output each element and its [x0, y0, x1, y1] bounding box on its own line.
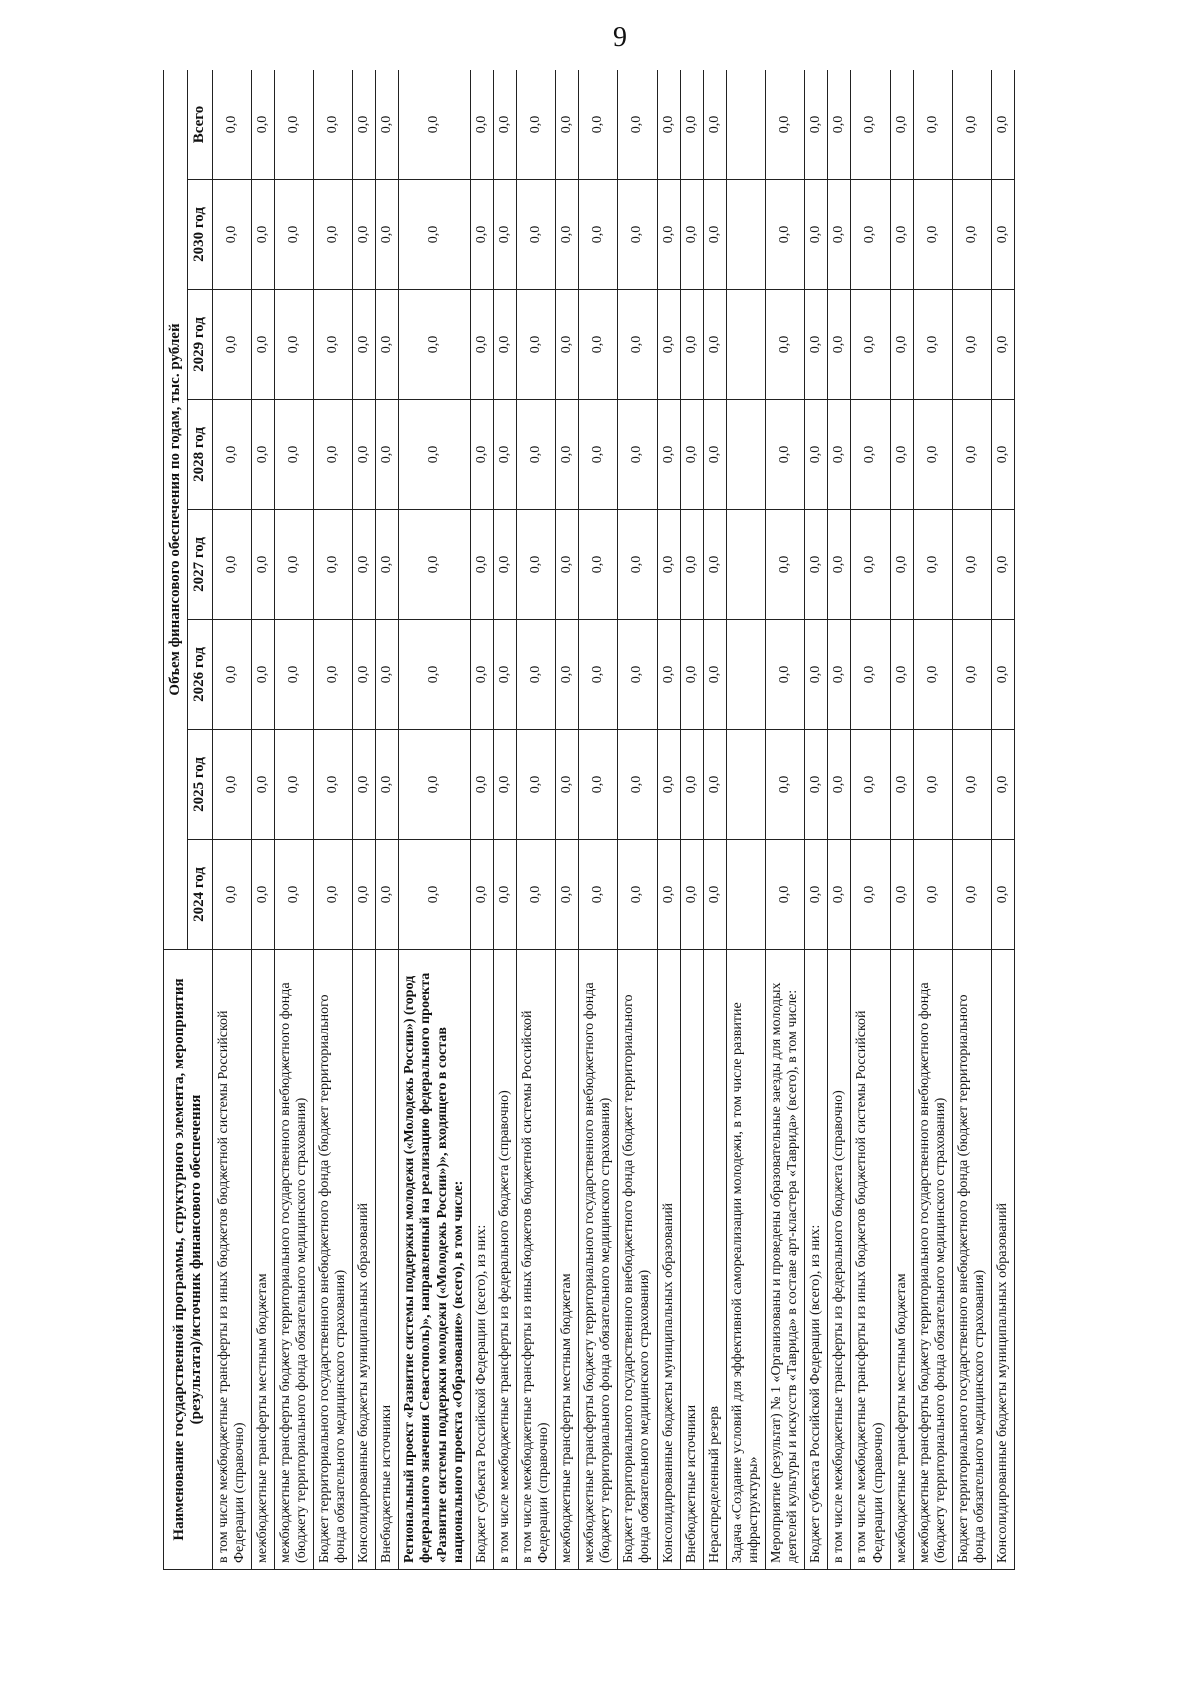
table-row	[703, 70, 726, 1570]
table-row	[556, 70, 579, 1570]
row-value: 0,0	[766, 400, 805, 510]
row-label: Консолидированные бюджеты муниципальных образований	[992, 950, 1015, 1570]
row-value: 0,0	[313, 180, 352, 290]
row-value: 0,0	[828, 400, 851, 510]
row-value: 0,0	[680, 730, 703, 840]
row-value: 0,0	[680, 180, 703, 290]
row-value: 0,0	[992, 620, 1015, 730]
row-value: 0,0	[212, 180, 251, 290]
row-value: 0,0	[313, 620, 352, 730]
row-label: Бюджет территориального государственного внебюджетного фонда (бюджет территориального фонда обязательного медицинского страхования)	[618, 950, 657, 1570]
row-value: 0,0	[376, 180, 399, 290]
row-value: 0,0	[516, 180, 555, 290]
table-row	[766, 70, 805, 1570]
row-value: 0,0	[353, 70, 376, 180]
row-value: 0,0	[913, 510, 952, 620]
row-value: 0,0	[828, 840, 851, 950]
row-value: 0,0	[890, 510, 913, 620]
row-label: в том числе межбюджетные трансферты из иных бюджетов бюджетной системы Российской Федерации (справочно)	[516, 950, 555, 1570]
row-value: 0,0	[212, 290, 251, 400]
row-value: 0,0	[579, 290, 618, 400]
row-value: 0,0	[493, 290, 516, 400]
row-value: 0,0	[680, 620, 703, 730]
row-value: 0,0	[657, 70, 680, 180]
rotated-table-container	[163, 70, 1113, 1570]
row-value: 0,0	[766, 730, 805, 840]
row-value: 0,0	[399, 840, 470, 950]
row-value: 0,0	[680, 400, 703, 510]
row-value: 0,0	[657, 400, 680, 510]
row-value: 0,0	[251, 180, 274, 290]
row-value: 0,0	[579, 730, 618, 840]
table-row	[376, 70, 399, 1570]
row-label: Внебюджетные источники	[376, 950, 399, 1570]
row-label: Бюджет субъекта Российской Федерации (всего), из них:	[805, 950, 828, 1570]
row-value: 0,0	[556, 730, 579, 840]
row-value: 0,0	[376, 510, 399, 620]
row-value: 0,0	[851, 400, 890, 510]
row-value: 0,0	[353, 510, 376, 620]
table-row	[579, 70, 618, 1570]
row-value: 0,0	[353, 400, 376, 510]
row-value: 0,0	[212, 510, 251, 620]
row-value: 0,0	[952, 730, 991, 840]
table-row	[399, 70, 470, 1570]
row-value: 0,0	[251, 840, 274, 950]
row-value: 0,0	[766, 510, 805, 620]
row-value: 0,0	[680, 290, 703, 400]
table-row	[251, 70, 274, 1570]
row-value: 0,0	[399, 510, 470, 620]
row-value: 0,0	[353, 180, 376, 290]
row-value: 0,0	[805, 840, 828, 950]
row-value: 0,0	[353, 290, 376, 400]
row-label: Мероприятие (результат) № 1 «Организованы и проведены образовательные заезды для молодых деятелей культуры и искусств «Таврида» в составе арт-кластера «Таврида» (всего), в том числе:	[766, 950, 805, 1570]
row-value: 0,0	[579, 180, 618, 290]
header-year: 2027 год	[188, 510, 212, 620]
row-value: 0,0	[251, 400, 274, 510]
row-value: 0,0	[766, 180, 805, 290]
row-value: 0,0	[657, 840, 680, 950]
row-value: 0,0	[399, 620, 470, 730]
header-year: 2029 год	[188, 290, 212, 400]
row-value: 0,0	[212, 730, 251, 840]
row-value: 0,0	[913, 620, 952, 730]
row-value: 0,0	[913, 840, 952, 950]
row-value: 0,0	[376, 290, 399, 400]
row-value: 0,0	[657, 180, 680, 290]
row-value: 0,0	[851, 290, 890, 400]
row-value: 0,0	[556, 290, 579, 400]
header-year: 2026 год	[188, 620, 212, 730]
table-row	[851, 70, 890, 1570]
row-value: 0,0	[274, 400, 313, 510]
row-value: 0,0	[992, 510, 1015, 620]
table-row	[952, 70, 991, 1570]
row-value: 0,0	[556, 620, 579, 730]
row-value: 0,0	[851, 510, 890, 620]
row-label: Бюджет субъекта Российской Федерации (всего), из них:	[470, 950, 493, 1570]
row-value	[726, 290, 765, 400]
row-value: 0,0	[657, 290, 680, 400]
row-label: межбюджетные трансферты бюджету территориального государственного внебюджетного фонда (бюджету территориального фонда обязательного медицинского страхования)	[913, 950, 952, 1570]
row-value: 0,0	[618, 730, 657, 840]
row-value: 0,0	[470, 290, 493, 400]
row-value: 0,0	[470, 70, 493, 180]
row-label: Региональный проект «Развитие системы поддержки молодежи («Молодежь России») (город федерального значения Севастополь)», направленный на реализацию федерального проекта «Развитие системы поддержки молодежи («Молодежь России»)», входящего в состав национального проекта «Образование» (всего), в том числе:	[399, 950, 470, 1570]
row-value: 0,0	[274, 730, 313, 840]
row-label: межбюджетные трансферты бюджету территориального государственного внебюджетного фонда (бюджету территориального фонда обязательного медицинского страхования)	[274, 950, 313, 1570]
row-value: 0,0	[703, 840, 726, 950]
row-value: 0,0	[313, 730, 352, 840]
table-row	[353, 70, 376, 1570]
row-label: в том числе межбюджетные трансферты из иных бюджетов бюджетной системы Российской Федерации (справочно)	[212, 950, 251, 1570]
row-value: 0,0	[212, 620, 251, 730]
row-value: 0,0	[703, 730, 726, 840]
row-value: 0,0	[251, 510, 274, 620]
header-group: Объем финансового обеспечения по годам, тыс. рублей	[164, 70, 188, 950]
row-value: 0,0	[556, 840, 579, 950]
row-value: 0,0	[890, 730, 913, 840]
row-value: 0,0	[952, 510, 991, 620]
table-row	[805, 70, 828, 1570]
row-value: 0,0	[618, 70, 657, 180]
header-year: 2028 год	[188, 400, 212, 510]
row-value: 0,0	[703, 400, 726, 510]
row-value: 0,0	[992, 290, 1015, 400]
row-value: 0,0	[274, 290, 313, 400]
table-header	[164, 70, 213, 1570]
row-value: 0,0	[251, 70, 274, 180]
row-value: 0,0	[251, 730, 274, 840]
row-label: в том числе межбюджетные трансферты из иных бюджетов бюджетной системы Российской Федерации (справочно)	[851, 950, 890, 1570]
row-value: 0,0	[516, 70, 555, 180]
row-value: 0,0	[890, 180, 913, 290]
row-value: 0,0	[952, 840, 991, 950]
row-value: 0,0	[828, 70, 851, 180]
row-value: 0,0	[703, 70, 726, 180]
row-value: 0,0	[890, 620, 913, 730]
row-value: 0,0	[680, 510, 703, 620]
row-value: 0,0	[313, 400, 352, 510]
row-label: межбюджетные трансферты бюджету территориального государственного внебюджетного фонда (бюджету территориального фонда обязательного медицинского страхования)	[579, 950, 618, 1570]
row-value: 0,0	[516, 290, 555, 400]
row-value: 0,0	[890, 290, 913, 400]
row-value: 0,0	[579, 400, 618, 510]
row-value: 0,0	[274, 510, 313, 620]
row-value	[726, 840, 765, 950]
header-year: 2030 год	[188, 180, 212, 290]
row-label: в том числе межбюджетные трансферты из федерального бюджета (справочно)	[493, 950, 516, 1570]
page-number: 9	[613, 22, 627, 53]
row-value: 0,0	[851, 730, 890, 840]
row-value: 0,0	[618, 620, 657, 730]
row-value: 0,0	[913, 400, 952, 510]
row-value: 0,0	[805, 400, 828, 510]
row-value: 0,0	[766, 620, 805, 730]
row-value: 0,0	[313, 840, 352, 950]
row-value: 0,0	[212, 70, 251, 180]
row-value: 0,0	[766, 840, 805, 950]
row-value: 0,0	[618, 180, 657, 290]
table-row	[992, 70, 1015, 1570]
row-value: 0,0	[805, 730, 828, 840]
row-value: 0,0	[618, 840, 657, 950]
row-value: 0,0	[618, 510, 657, 620]
row-value: 0,0	[657, 730, 680, 840]
row-value: 0,0	[890, 840, 913, 950]
row-value: 0,0	[657, 510, 680, 620]
row-value: 0,0	[399, 400, 470, 510]
row-value: 0,0	[274, 620, 313, 730]
row-value: 0,0	[680, 840, 703, 950]
row-value: 0,0	[353, 840, 376, 950]
row-label: Бюджет территориального государственного внебюджетного фонда (бюджет территориального фонда обязательного медицинского страхования)	[313, 950, 352, 1570]
row-value: 0,0	[766, 70, 805, 180]
row-value	[726, 620, 765, 730]
row-value: 0,0	[703, 510, 726, 620]
row-value: 0,0	[890, 70, 913, 180]
row-value: 0,0	[805, 70, 828, 180]
row-value: 0,0	[212, 400, 251, 510]
row-label: Бюджет территориального государственного внебюджетного фонда (бюджет территориального фонда обязательного медицинского страхования)	[952, 950, 991, 1570]
row-label: межбюджетные трансферты местным бюджетам	[251, 950, 274, 1570]
row-value: 0,0	[992, 400, 1015, 510]
row-value: 0,0	[851, 840, 890, 950]
financing-table	[163, 70, 1015, 1570]
row-value: 0,0	[470, 730, 493, 840]
table-row	[913, 70, 952, 1570]
row-value: 0,0	[376, 400, 399, 510]
row-label: Консолидированные бюджеты муниципальных образований	[657, 950, 680, 1570]
row-value: 0,0	[579, 70, 618, 180]
row-value: 0,0	[313, 510, 352, 620]
row-value: 0,0	[353, 620, 376, 730]
row-value: 0,0	[828, 730, 851, 840]
row-value: 0,0	[952, 400, 991, 510]
row-value: 0,0	[376, 70, 399, 180]
row-value: 0,0	[516, 510, 555, 620]
row-value: 0,0	[618, 400, 657, 510]
row-value: 0,0	[556, 400, 579, 510]
table-row	[890, 70, 913, 1570]
table-body	[212, 70, 1015, 1570]
row-value: 0,0	[251, 620, 274, 730]
row-value: 0,0	[828, 620, 851, 730]
row-value: 0,0	[556, 180, 579, 290]
table-row	[726, 70, 765, 1570]
row-value: 0,0	[805, 620, 828, 730]
row-label: в том числе межбюджетные трансферты из федерального бюджета (справочно)	[828, 950, 851, 1570]
row-value	[726, 70, 765, 180]
row-value: 0,0	[516, 620, 555, 730]
row-value: 0,0	[913, 70, 952, 180]
row-value: 0,0	[399, 730, 470, 840]
row-value: 0,0	[493, 400, 516, 510]
table-rotation-wrapper	[163, 70, 1113, 1570]
row-value: 0,0	[657, 620, 680, 730]
row-value: 0,0	[992, 70, 1015, 180]
row-value: 0,0	[251, 290, 274, 400]
row-value: 0,0	[828, 180, 851, 290]
row-value: 0,0	[703, 180, 726, 290]
row-label: межбюджетные трансферты местным бюджетам	[556, 950, 579, 1570]
row-label: межбюджетные трансферты местным бюджетам	[890, 950, 913, 1570]
row-value: 0,0	[952, 70, 991, 180]
row-value: 0,0	[470, 180, 493, 290]
row-value: 0,0	[516, 730, 555, 840]
table-row	[274, 70, 313, 1570]
row-value: 0,0	[579, 840, 618, 950]
row-value: 0,0	[766, 290, 805, 400]
row-value: 0,0	[952, 180, 991, 290]
row-value: 0,0	[493, 180, 516, 290]
row-value: 0,0	[952, 620, 991, 730]
row-value: 0,0	[399, 180, 470, 290]
row-value: 0,0	[851, 70, 890, 180]
row-value: 0,0	[493, 620, 516, 730]
row-value: 0,0	[274, 840, 313, 950]
row-value: 0,0	[703, 290, 726, 400]
row-value: 0,0	[913, 290, 952, 400]
row-value: 0,0	[805, 180, 828, 290]
row-value	[726, 180, 765, 290]
row-value: 0,0	[913, 180, 952, 290]
row-value: 0,0	[470, 840, 493, 950]
row-value: 0,0	[851, 180, 890, 290]
row-value: 0,0	[828, 290, 851, 400]
row-value: 0,0	[399, 290, 470, 400]
row-value	[726, 400, 765, 510]
row-value: 0,0	[556, 510, 579, 620]
header-name: Наименование государственной программы, структурного элемента, мероприятия (результата)/источник финансового обеспечения	[164, 950, 213, 1570]
table-row	[618, 70, 657, 1570]
row-value: 0,0	[556, 70, 579, 180]
row-value: 0,0	[470, 400, 493, 510]
row-value: 0,0	[805, 510, 828, 620]
header-year: 2025 год	[188, 730, 212, 840]
header-year: 2024 год	[188, 840, 212, 950]
row-value: 0,0	[516, 840, 555, 950]
row-value: 0,0	[274, 180, 313, 290]
row-value: 0,0	[851, 620, 890, 730]
row-value: 0,0	[703, 620, 726, 730]
row-value: 0,0	[470, 620, 493, 730]
row-value: 0,0	[952, 290, 991, 400]
row-value: 0,0	[890, 400, 913, 510]
row-value: 0,0	[376, 730, 399, 840]
row-value: 0,0	[913, 730, 952, 840]
row-value	[726, 730, 765, 840]
row-label: Внебюджетные источники	[680, 950, 703, 1570]
row-value: 0,0	[828, 510, 851, 620]
table-row	[493, 70, 516, 1570]
row-value: 0,0	[470, 510, 493, 620]
row-value: 0,0	[618, 290, 657, 400]
row-label: Нераспределенный резерв	[703, 950, 726, 1570]
row-label: Консолидированные бюджеты муниципальных образований	[353, 950, 376, 1570]
row-value: 0,0	[579, 510, 618, 620]
row-value: 0,0	[376, 620, 399, 730]
row-value: 0,0	[992, 180, 1015, 290]
table-row	[828, 70, 851, 1570]
row-value: 0,0	[680, 70, 703, 180]
row-label: Задача «Создание условий для эффективной самореализации молодежи, в том числе развитие инфраструктуры»	[726, 950, 765, 1570]
row-value: 0,0	[376, 840, 399, 950]
row-value: 0,0	[353, 730, 376, 840]
row-value: 0,0	[212, 840, 251, 950]
row-value: 0,0	[493, 70, 516, 180]
row-value: 0,0	[805, 290, 828, 400]
table-row	[470, 70, 493, 1570]
row-value: 0,0	[274, 70, 313, 180]
row-value: 0,0	[516, 400, 555, 510]
table-row	[212, 70, 251, 1570]
table-row	[516, 70, 555, 1570]
row-value: 0,0	[493, 510, 516, 620]
table-row	[680, 70, 703, 1570]
row-value: 0,0	[992, 730, 1015, 840]
row-value: 0,0	[493, 730, 516, 840]
header-year: Всего	[188, 70, 212, 180]
row-value: 0,0	[579, 620, 618, 730]
table-row	[657, 70, 680, 1570]
row-value	[726, 510, 765, 620]
table-row	[313, 70, 352, 1570]
row-value: 0,0	[399, 70, 470, 180]
row-value: 0,0	[313, 70, 352, 180]
row-value: 0,0	[493, 840, 516, 950]
row-value: 0,0	[992, 840, 1015, 950]
row-value: 0,0	[313, 290, 352, 400]
